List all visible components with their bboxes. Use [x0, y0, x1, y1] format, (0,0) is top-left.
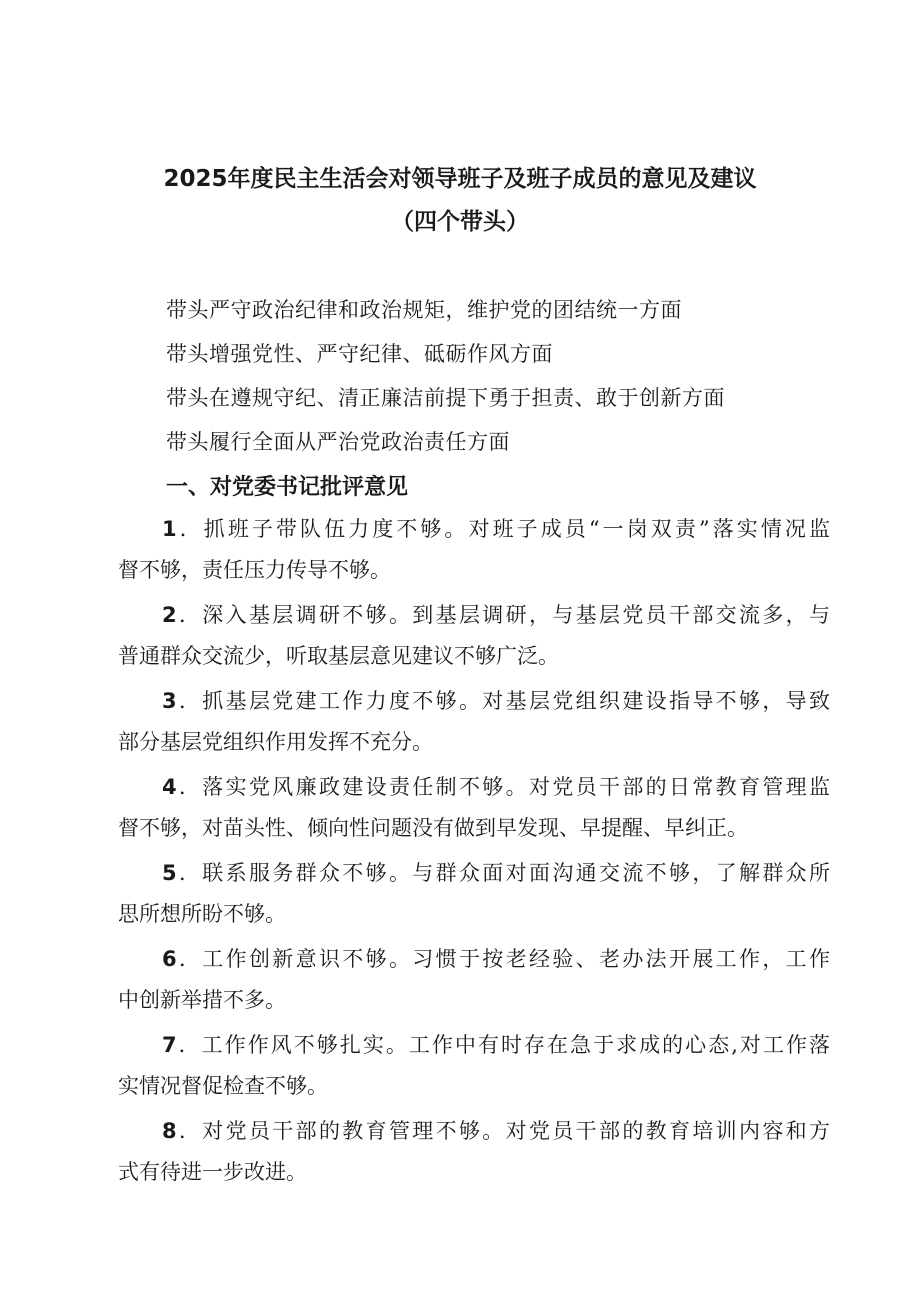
item-text: ．对党员干部的教育管理不够。对党员干部的教育培训内容和方	[176, 1119, 830, 1143]
item-line: 督不够，对苗头性、倾向性问题没有做到早发现、早提醒、早纠正。	[118, 816, 748, 840]
item-line: 普通群众交流少，听取基层意见建议不够广泛。	[118, 644, 559, 668]
item-text: ．工作作风不够扎实。工作中有时存在急于求成的心态,对工作落	[176, 1033, 830, 1057]
item-number: 8	[162, 1119, 177, 1143]
item-line: 实情况督促检查不够。	[118, 1074, 328, 1098]
item-number: 5	[162, 861, 177, 885]
item-number: 4	[162, 775, 177, 799]
document-title: 2025年度民主生活会对领导班子及班子成员的意见及建议	[163, 166, 757, 192]
item-line	[118, 509, 830, 550]
toc-line: 带头在遵规守纪、清正廉洁前提下勇于担责、敢于创新方面	[166, 386, 725, 410]
item-line	[118, 681, 830, 722]
item-text: ．工作创新意识不够。习惯于按老经验、老办法开展工作，工作	[176, 947, 830, 971]
item-text: ．联系服务群众不够。与群众面对面沟通交流不够，了解群众所	[176, 861, 830, 885]
item-text: ．抓班子带队伍力度不够。对班子成员“一岗双责”落实情况监	[176, 517, 830, 541]
list-item	[118, 681, 830, 763]
item-line	[118, 1111, 830, 1152]
section-heading: 一、对党委书记批评意见	[166, 475, 409, 500]
item-text: ．抓基层党建工作力度不够。对基层党组织建设指导不够，导致	[176, 689, 830, 713]
item-line	[118, 1025, 830, 1066]
item-number: 2	[162, 603, 177, 627]
list-item	[118, 509, 830, 591]
item-line: 督不够，责任压力传导不够。	[118, 558, 391, 582]
item-line	[118, 595, 830, 636]
item-line: 部分基层党组织作用发挥不充分。	[118, 730, 433, 754]
item-line: 中创新举措不多。	[118, 988, 286, 1012]
toc-line: 带头增强党性、严守纪律、砥砺作风方面	[166, 342, 553, 366]
item-text: ．深入基层调研不够。到基层调研，与基层党员干部交流多，与	[176, 603, 830, 627]
item-number: 3	[162, 689, 177, 713]
item-number: 6	[162, 947, 177, 971]
document-subtitle: （四个带头）	[391, 209, 529, 235]
item-line	[118, 767, 830, 808]
list-item	[118, 853, 830, 935]
list-item	[118, 595, 830, 677]
toc-line: 带头履行全面从严治党政治责任方面	[166, 430, 510, 454]
item-line	[118, 939, 830, 980]
item-number: 1	[162, 517, 177, 541]
toc-line: 带头严守政治纪律和政治规矩，维护党的团结统一方面	[166, 298, 682, 322]
item-line	[118, 853, 830, 894]
list-item	[118, 1111, 830, 1193]
item-text: ．落实党风廉政建设责任制不够。对党员干部的日常教育管理监	[176, 775, 830, 799]
item-line: 式有待进一步改进。	[118, 1160, 307, 1184]
list-item	[118, 1025, 830, 1107]
list-item	[118, 767, 830, 849]
list-item	[118, 939, 830, 1021]
item-number: 7	[162, 1033, 177, 1057]
item-line: 思所想所盼不够。	[118, 902, 286, 926]
